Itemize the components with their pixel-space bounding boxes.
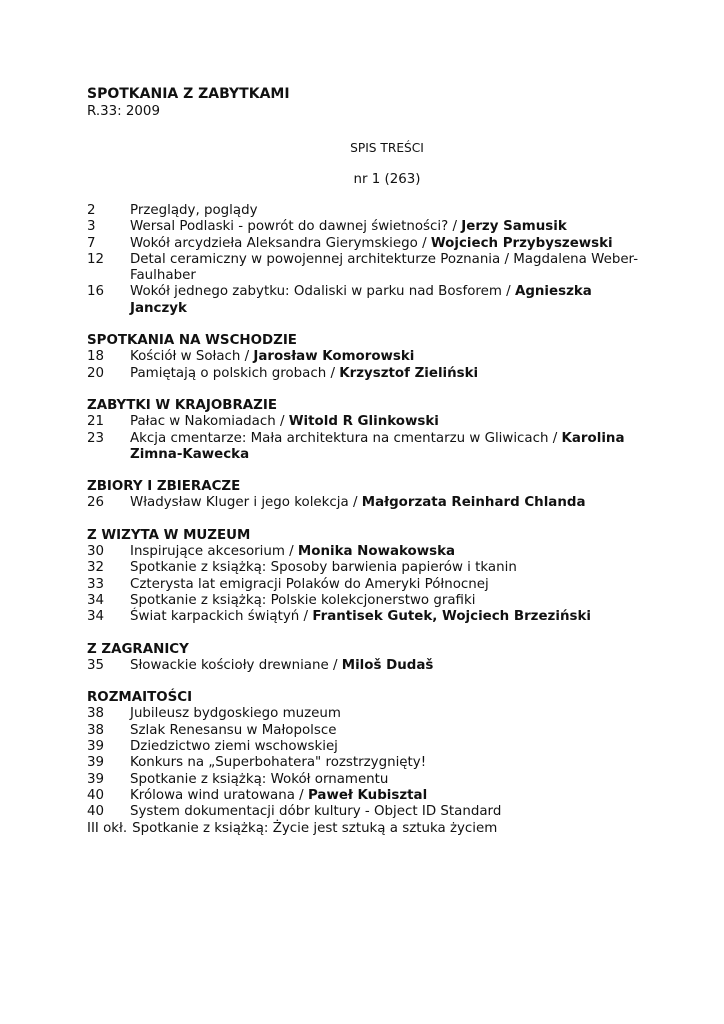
entry-text (130, 577, 647, 593)
entry-author: Jarosław Komorowski (253, 349, 415, 365)
page-number: 39 (87, 771, 105, 787)
entry-author: Jerzy Samusik (461, 219, 567, 235)
entry-title: Kościół w Sołach / (130, 349, 254, 365)
entry-author: Paweł Kubisztal (307, 787, 428, 803)
toc-entry (87, 349, 647, 365)
toc-section (87, 528, 647, 626)
entry-title: Inspirujące akcesorium / (130, 544, 298, 560)
page-number: 32 (87, 560, 105, 576)
entry-text (130, 349, 647, 365)
page-number: 38 (87, 722, 105, 738)
toc-section (87, 333, 647, 382)
page-number: 23 (87, 430, 105, 446)
entry-text (130, 219, 647, 235)
entry-title: Jubileusz bydgoskiego muzeum (130, 706, 341, 722)
toc-section (87, 642, 647, 675)
entry-text (130, 723, 647, 739)
entry-title: Pałac w Nakomiadach / (130, 414, 289, 430)
page-number: 30 (87, 544, 105, 560)
toc-entry (87, 609, 647, 625)
toc-sections (87, 203, 647, 837)
issue-number: nr 1 (263) (353, 172, 421, 187)
page-number: 38 (87, 706, 105, 722)
toc-entry (87, 495, 647, 511)
entry-author: Krzysztof Zieliński (339, 365, 479, 381)
page-number: 3 (87, 219, 96, 235)
page-number: 40 (87, 804, 105, 820)
entry-title: Czterysta lat emigracji Polaków do Ameryki Północnej (130, 576, 489, 592)
entry-title: Spotkanie z książką: Sposoby barwienia papierów i tkanin (130, 560, 517, 576)
toc-section (87, 203, 647, 317)
entry-title: Pamiętają o polskich grobach / (130, 365, 340, 381)
toc-entry (87, 658, 647, 674)
page-number: 12 (87, 251, 105, 267)
toc-entry (87, 804, 647, 820)
entry-title: Dziedzictwo ziemi wschowskiej (130, 739, 338, 755)
page-number: 39 (87, 739, 105, 755)
entry-title: Spotkanie z książką: Życie jest sztuką a sztuka życiem (132, 820, 498, 836)
section-title: Z ZAGRANICY (87, 641, 189, 657)
toc-section (87, 398, 647, 463)
entry-title: Wokół arcydzieła Aleksandra Gierymskiego / (130, 235, 431, 251)
page-number: 2 (87, 203, 96, 218)
entry-title: Konkurs na „Superbohatera" rozstrzygnięty! (130, 755, 427, 771)
entry-author: Miloš Dudaš (341, 657, 434, 673)
entry-text (130, 706, 647, 722)
toc-entry (87, 755, 647, 771)
toc-entry (87, 219, 647, 235)
publication-year: R.33: 2009 (87, 104, 160, 119)
entry-text (130, 544, 647, 560)
toc-entry (87, 236, 647, 252)
publication-title: SPOTKANIA Z ZABYTKAMI (87, 86, 290, 102)
entry-text (130, 560, 647, 576)
section-title: Z WIZYTA W MUZEUM (87, 527, 251, 543)
toc-entry (87, 203, 647, 219)
entry-text (130, 593, 647, 609)
entry-author: Monika Nowakowska (297, 544, 456, 560)
toc-entry (87, 577, 647, 593)
entry-text (130, 431, 647, 464)
section-title: ROZMAITOŚCI (87, 690, 193, 706)
entry-author: Małgorzata Reinhard Chlanda (361, 495, 586, 511)
section-title: ZBIORY I ZBIERACZE (87, 479, 241, 495)
section-title: SPOTKANIA NA WSCHODZIE (87, 333, 297, 349)
document-page (87, 86, 647, 853)
entry-text (130, 609, 647, 625)
toc-entry (87, 544, 647, 560)
entry-title: Wersal Podlaski - powrót do dawnej świetności? / (130, 219, 462, 235)
entry-title: Świat karpackich świątyń / (130, 609, 313, 625)
toc-entry (87, 252, 647, 285)
entry-title: Słowackie kościoły drewniane / (130, 657, 342, 673)
entry-title: Spotkanie z książką: Polskie kolekcjonerstwo grafiki (130, 592, 476, 608)
page-number: 20 (87, 365, 105, 381)
entry-text (130, 788, 647, 804)
page-number: 35 (87, 657, 105, 673)
toc-section (87, 479, 647, 512)
entry-text (132, 821, 647, 837)
toc-entry (87, 772, 647, 788)
entry-text (130, 414, 647, 430)
toc-entry (87, 739, 647, 755)
entry-text (130, 804, 647, 820)
page-number: 16 (87, 284, 105, 300)
entry-title: Królowa wind uratowana / (130, 787, 308, 803)
entry-text (130, 203, 647, 219)
toc-entry (87, 706, 647, 722)
entry-text (130, 366, 647, 382)
toc-entry (87, 723, 647, 739)
entry-text (130, 252, 647, 285)
toc-entry (87, 821, 647, 837)
entry-title: Detal ceramiczny w powojennej architekturze Poznania / Magdalena Weber-Faulhaber (130, 251, 639, 284)
page-number: 18 (87, 349, 105, 365)
entry-title: Przeglądy, poglądy (130, 203, 258, 218)
toc-entry (87, 560, 647, 576)
toc-entry (87, 431, 647, 464)
entry-text (130, 772, 647, 788)
entry-title: Władysław Kluger i jego kolekcja / (130, 495, 362, 511)
entry-text (130, 495, 647, 511)
entry-title: Spotkanie z książką: Wokół ornamentu (130, 771, 389, 787)
toc-entry (87, 414, 647, 430)
entry-text (130, 739, 647, 755)
section-title: ZABYTKI W KRAJOBRAZIE (87, 397, 277, 413)
entry-title: Akcja cmentarze: Mała architektura na cmentarzu w Gliwicach / (130, 430, 562, 446)
toc-entry (87, 366, 647, 382)
toc-entry (87, 788, 647, 804)
entry-author: Witold R Glinkowski (288, 414, 439, 430)
page-number: 26 (87, 495, 105, 511)
page-number: 33 (87, 576, 105, 592)
entry-author: Karolina Zimna-Kawecka (130, 430, 625, 462)
page-number: 21 (87, 414, 105, 430)
entry-text (130, 658, 647, 674)
toc-section (87, 690, 647, 837)
page-number: 40 (87, 787, 105, 803)
entry-text (130, 755, 647, 771)
page-number: 39 (87, 755, 105, 771)
toc-heading: SPIS TREŚCI (350, 141, 424, 155)
entry-text (130, 284, 647, 317)
entry-author: Wojciech Przybyszewski (430, 235, 613, 251)
entry-title: Wokół jednego zabytku: Odaliski w parku nad Bosforem / (130, 284, 515, 300)
entry-title: System dokumentacji dóbr kultury - Object ID Standard (130, 804, 502, 820)
page-number: III okł. (87, 820, 128, 836)
entry-author: Agnieszka Janczyk (130, 284, 592, 316)
page-number: 34 (87, 609, 105, 625)
entry-author: Frantisek Gutek, Wojciech Brzeziński (312, 609, 591, 625)
entry-title: Szlak Renesansu w Małopolsce (130, 722, 337, 738)
page-number: 34 (87, 592, 105, 608)
toc-entry (87, 284, 647, 317)
page-number: 7 (87, 235, 96, 251)
toc-entry (87, 593, 647, 609)
entry-text (130, 236, 647, 252)
